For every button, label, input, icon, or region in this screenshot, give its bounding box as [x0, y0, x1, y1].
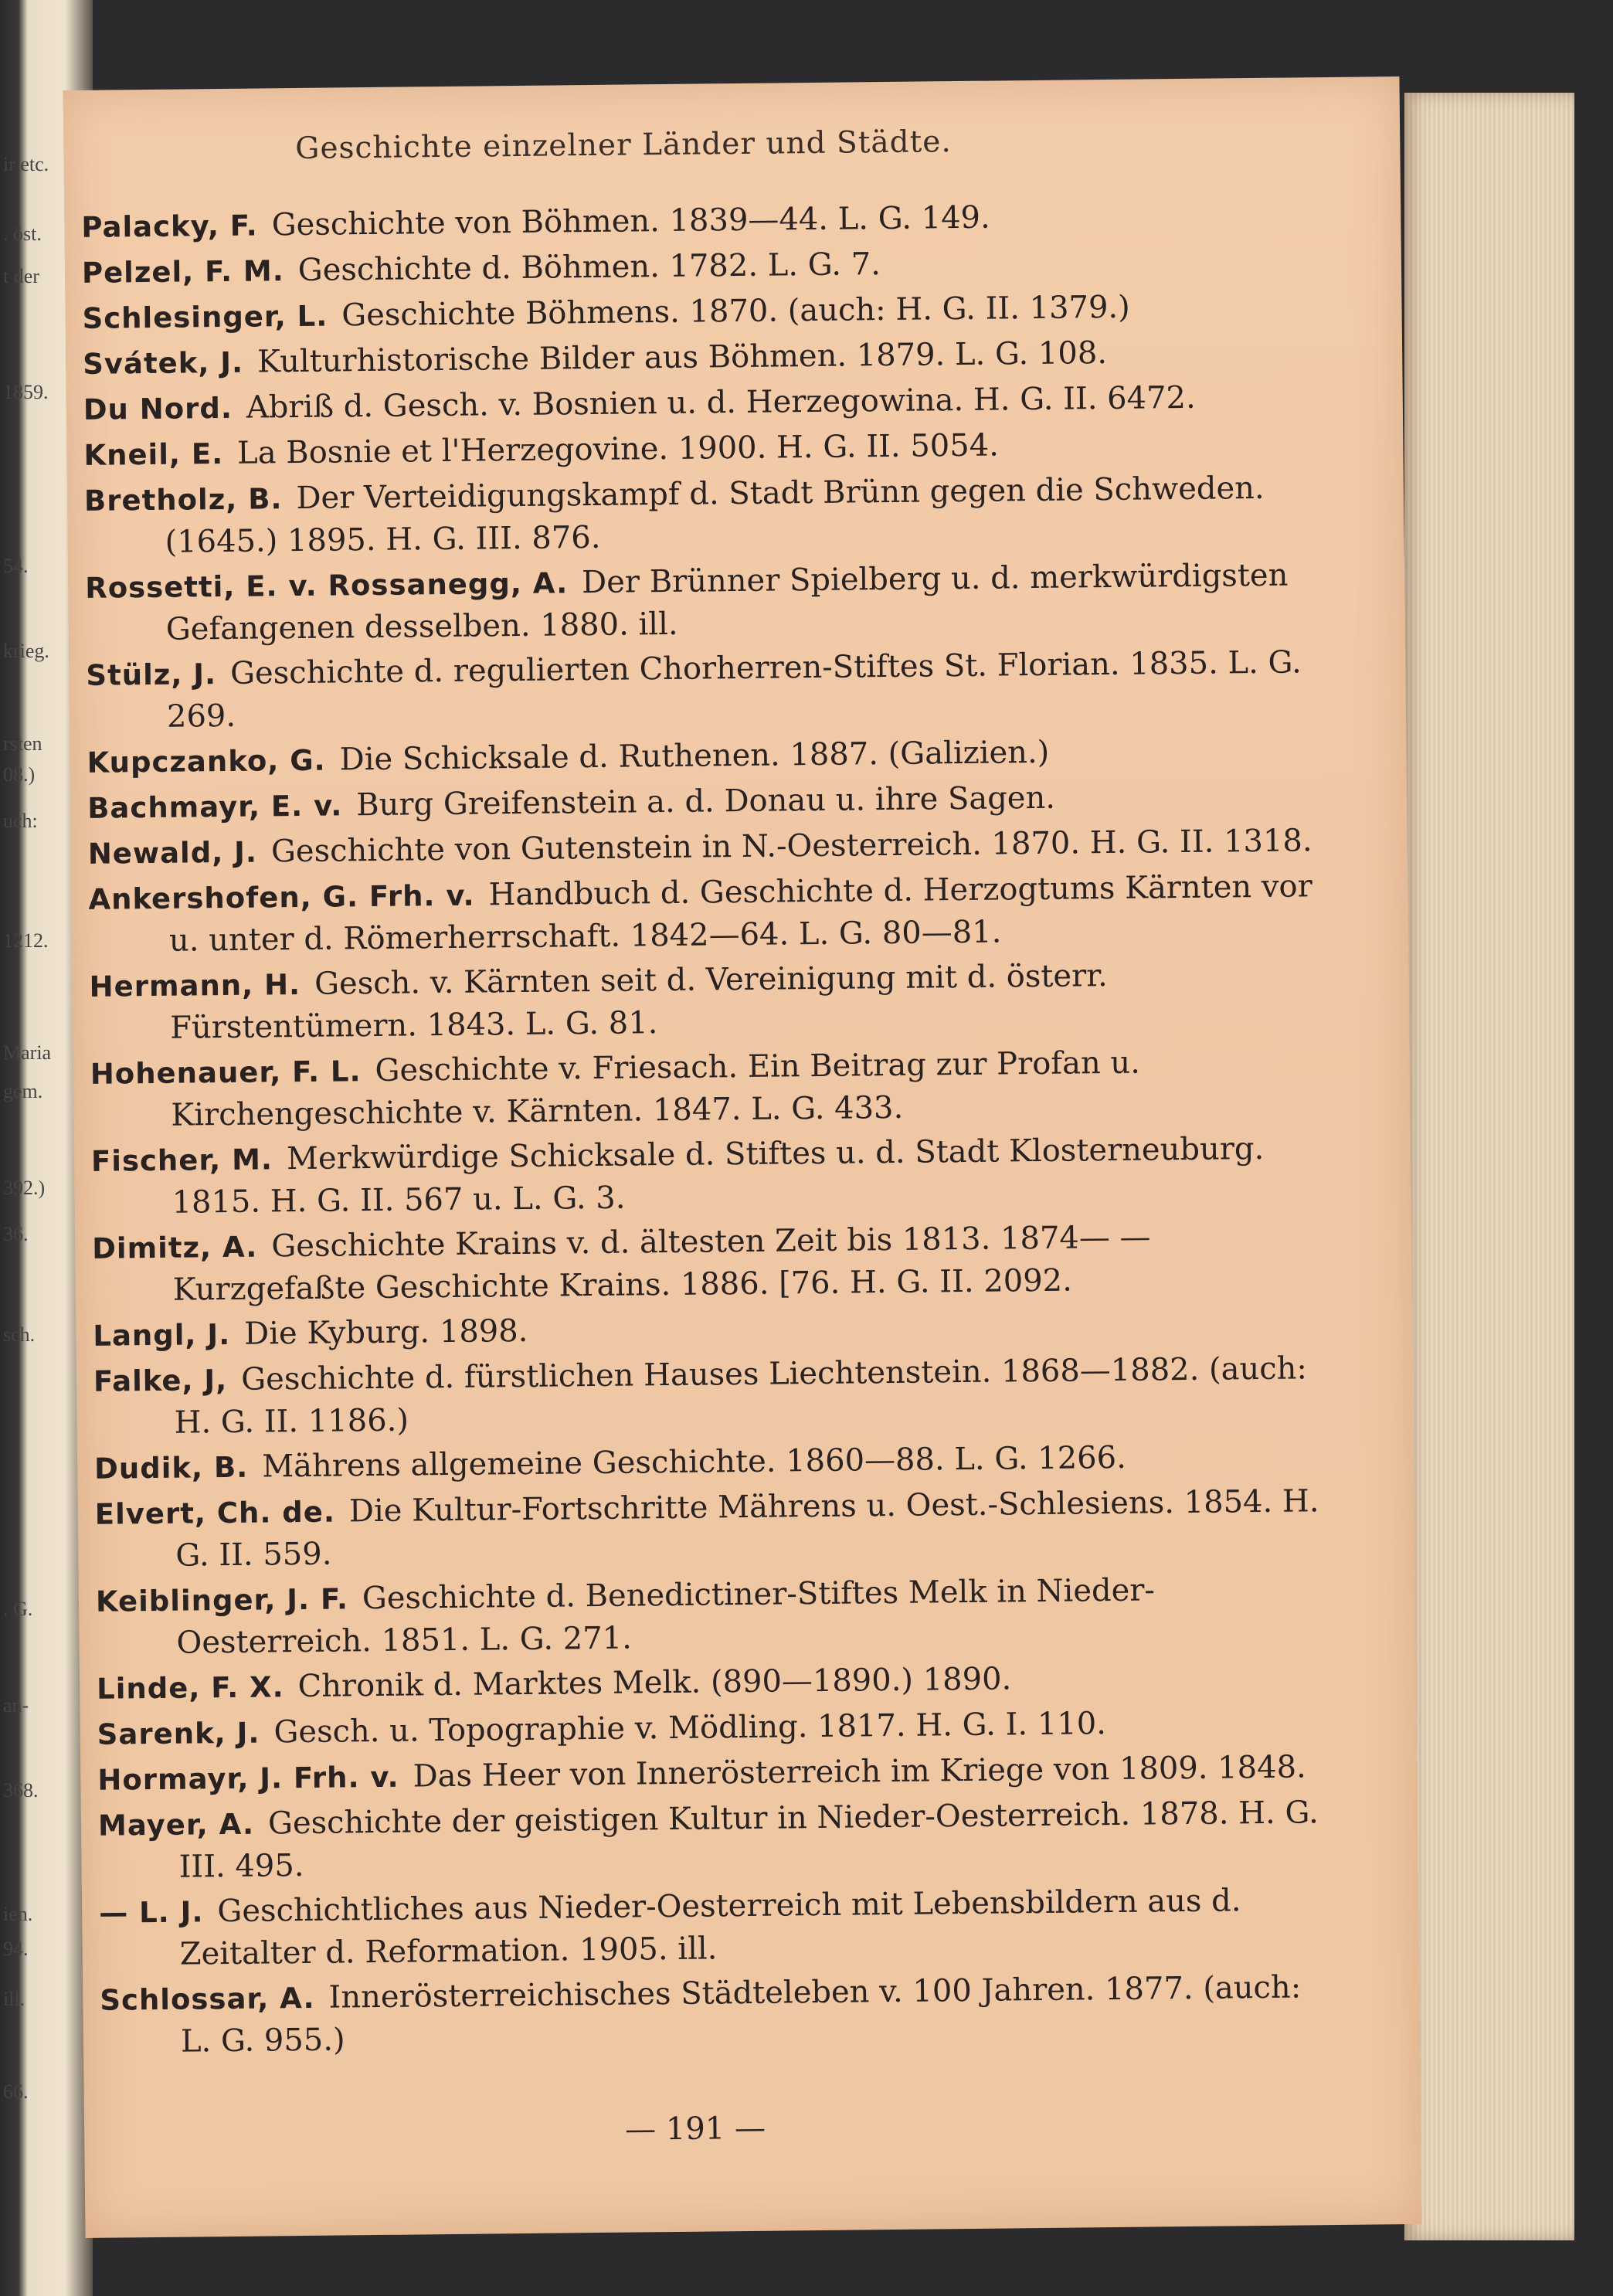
prev-page-fragment: ir etc. [3, 153, 49, 175]
entry-text: Das Heer von Innerösterreich im Kriege von 1809. 1848. [413, 1749, 1306, 1795]
entry-text: Geschichte der geistigen Kultur in Nieder-Oesterreich. 1878. H. G. III. 495. [178, 1795, 1319, 1885]
page-number: — 191 — [624, 2110, 766, 2148]
entry-author: Elvert, Ch. de. [94, 1495, 336, 1531]
prev-page-fragment: ien. [3, 1903, 33, 1925]
entry-text: La Bosnie et l'Herzegovine. 1900. H. G. II. 5054. [236, 427, 1000, 471]
entry-text: Geschichte Böhmens. 1870. (auch: H. G. II. 1379.) [341, 289, 1130, 334]
entry-author: Schlossar, A. [100, 1981, 315, 2017]
entry-author: Keiblinger, J. F. [95, 1582, 349, 1618]
entry-author: Fischer, M. [90, 1143, 273, 1178]
entry-author: Dudik, B. [93, 1450, 249, 1486]
bibliography-entry [92, 1214, 1329, 1312]
bibliography-entry [90, 1040, 1327, 1137]
prev-page-fragment: 392.) [3, 1177, 46, 1199]
entry-text: Die Kyburg. 1898. [243, 1313, 528, 1352]
bibliography-list [81, 193, 1336, 2067]
entry-author: Bachmayr, E. v. [87, 789, 343, 825]
entry-author: Palacky, F. [81, 209, 258, 244]
entry-text: Geschichte d. fürstlichen Hauses Liechtenstein. 1868—1882. (auch: H. G. II. 1186.) [174, 1350, 1308, 1441]
prev-page-fragment: gem. [3, 1080, 43, 1102]
entry-author: Schlesinger, L. [82, 299, 328, 335]
entry-author: Hormayr, J. Frh. v. [97, 1760, 399, 1797]
entry-author: — L. J. [98, 1895, 204, 1930]
prev-page-fragment: . G. [3, 1598, 33, 1620]
entry-text: Geschichte d. regulierten Chorherren-Stiftes St. Florian. 1835. L. G. 269. [166, 644, 1302, 735]
prev-page-fragment: krieg. [3, 640, 49, 662]
entry-author: Kneil, E. [83, 436, 224, 472]
entry-author: Hermann, H. [89, 967, 301, 1004]
bibliography-entry [84, 467, 1321, 564]
bibliography-entry [89, 953, 1326, 1050]
entry-author: Svátek, J. [82, 345, 244, 381]
bibliography-entry [91, 1127, 1328, 1224]
entry-text: Geschichte von Böhmen. 1839—44. L. G. 149. [271, 199, 990, 243]
prev-page-fragment: ill. [3, 1988, 25, 2010]
entry-author: Hohenauer, F. L. [90, 1055, 362, 1091]
entry-text: Gesch. u. Topographie v. Mödling. 1817. H. G. I. 110. [273, 1706, 1107, 1751]
entry-author: Langl, J. [93, 1317, 231, 1353]
entry-author: Linde, F. X. [96, 1670, 284, 1706]
entry-text: Burg Greifenstein a. d. Donau u. ihre Sagen. [356, 779, 1056, 824]
prev-page-fragment: 66. [3, 2080, 29, 2103]
entry-text: Die Schicksale d. Ruthenen. 1887. (Galizien.) [339, 734, 1050, 778]
prev-page-fragment: 368. [3, 1779, 39, 1802]
prev-page-fragment: uch: [3, 810, 38, 832]
entry-text: Der Brünner Spielberg u. d. merkwürdigsten Gefangenen desselben. 1880. ill. [165, 557, 1289, 647]
prev-page-fragment: . öst. [3, 222, 42, 245]
entry-author: Bretholz, B. [83, 482, 283, 518]
entry-text: Abriß d. Gesch. v. Bosnien u. d. Herzegowina. H. G. II. 6472. [246, 379, 1196, 426]
entry-author: Ankershofen, G. Frh. v. [88, 878, 475, 916]
bibliography-entry [96, 1567, 1333, 1665]
prev-page-fragment: Maria [3, 1041, 52, 1064]
prev-page-fragment: 36. [3, 1223, 29, 1245]
prev-page-fragment: 08.) [3, 763, 36, 786]
entry-author: Mayer, A. [97, 1807, 255, 1843]
entry-text: Geschichte Krains v. d. ältesten Zeit bis 1813. 1874— — Kurzgefaßte Geschichte Krains. 1886. [76. H. G. II. 2092. [172, 1219, 1151, 1308]
bibliography-entry [93, 1347, 1330, 1445]
prev-page-fragment: an- [3, 1694, 29, 1717]
bibliography-entry [85, 554, 1322, 651]
entry-text: Geschichtliches aus Nieder-Oesterreich mit Lebensbildern aus d. Zeitalter d. Reformation. 1905. ill. [179, 1883, 1241, 1972]
entry-text: Geschichte von Gutenstein in N.-Oesterreich. 1870. H. G. II. 1318. [270, 823, 1312, 870]
entry-author: Kupczanko, G. [87, 743, 326, 779]
bibliography-entry [88, 865, 1325, 963]
entry-text: Gesch. v. Kärnten seit d. Vereinigung mit d. österr. Fürstentümern. 1843. L. G. 81. [169, 958, 1108, 1046]
entry-text: Die Kultur-Fortschritte Mährens u. Oest.-Schlesiens. 1854. H. G. II. 559. [175, 1483, 1319, 1574]
bibliography-entry [100, 1966, 1336, 2063]
entry-author: Newald, J. [87, 835, 258, 871]
prev-page-fragment: 1212. [3, 929, 49, 952]
book-page [63, 76, 1421, 2238]
entry-text: Geschichte d. Benedictiner-Stiftes Melk in Nieder-Oesterreich. 1851. L. G. 271. [176, 1572, 1156, 1661]
entry-author: Pelzel, F. M. [81, 254, 284, 290]
prev-page-fragment: 54. [3, 555, 29, 577]
prev-page-fragment: 1859. [3, 381, 49, 403]
entry-author: Dimitz, A. [91, 1230, 258, 1265]
entry-text: Geschichte v. Friesach. Ein Beitrag zur Profan u. Kirchengeschichte v. Kärnten. 1847. L. G. 433. [171, 1044, 1141, 1133]
bibliography-entry [98, 1792, 1335, 1889]
entry-author: Stülz, J. [86, 657, 217, 692]
prev-page-fragment: t der [3, 265, 39, 287]
entry-text: Kulturhistorische Bilder aus Böhmen. 1879. L. G. 108. [256, 335, 1108, 380]
entry-text: Handbuch d. Geschichte d. Herzogtums Kärnten vor u. unter d. Römerherrschaft. 1842—64. L. G. 80—81. [168, 868, 1312, 959]
entry-text: Chronik d. Marktes Melk. (890—1890.) 1890. [297, 1661, 1012, 1705]
prev-page-fragment: 94. [3, 1938, 29, 1960]
bibliography-entry [95, 1480, 1332, 1578]
entry-text: Mährens allgemeine Geschichte. 1860—88. L. G. 1266. [261, 1439, 1127, 1485]
prev-page-fragment: rsten [3, 732, 42, 755]
entry-text: Geschichte d. Böhmen. 1782. L. G. 7. [297, 246, 881, 288]
entry-text: Der Verteidigungskampf d. Stadt Brünn gegen die Schweden. (1645.) 1895. H. G. III. 876. [165, 470, 1265, 560]
bibliography-entry [99, 1879, 1336, 1976]
entry-author: Rossetti, E. v. Rossanegg, A. [85, 566, 569, 605]
entry-author: Sarenk, J. [97, 1716, 260, 1751]
entry-text: Merkwürdige Schicksale d. Stiftes u. d. Stadt Klosterneuburg. 1815. H. G. II. 567 u. L. G. 3. [171, 1130, 1265, 1221]
entry-author: Du Nord. [83, 391, 233, 426]
prev-page-fragment: sch. [3, 1323, 36, 1346]
running-head: Geschichte einzelner Länder und Städte. [295, 124, 953, 166]
bibliography-entry [86, 641, 1323, 739]
page-stack-edge [1404, 93, 1574, 2240]
entry-text: Innerösterreichisches Städteleben v. 100 Jahren. 1877. (auch: L. G. 955.) [180, 1969, 1302, 2060]
entry-author: Falke, J, [93, 1363, 228, 1398]
